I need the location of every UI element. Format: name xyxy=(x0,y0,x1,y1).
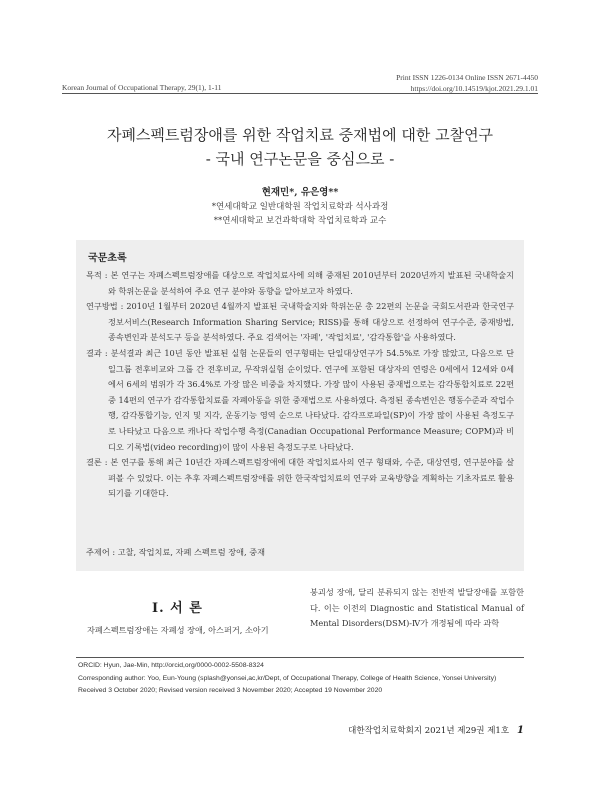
abstract-conclusion-text: 본 연구를 통해 최근 10년간 자폐스펙트럼장애에 대한 작업치료사의 연구 형태와, 수준, 대상연령, 연구분야를 살펴볼 수 있었다. 이는 추후 자폐스펙트럼장애를 위한 한국작업치료의 연구와 교육방향을 계획하는 기초자료로 활용되기를 기대한다. xyxy=(108,457,514,499)
affiliation-1: *연세대학교 일반대학원 작업치료학과 석사과정 xyxy=(211,202,389,212)
doi-line[interactable]: https://doi.org/10.14519/kjot.2021.29.1.01 xyxy=(410,84,538,93)
orcid-note: ORCID: Hyun, Jae-Min, http://orcid,org/0000-0002-5508-8324 xyxy=(78,662,264,669)
page-number: 1 xyxy=(517,725,524,736)
abstract-methods-label: 연구방법 : xyxy=(86,301,127,312)
keywords: 주제어 : 고찰, 작업치료, 자폐 스펙트럼 장애, 중재 xyxy=(86,547,266,557)
corresponding-author-note: Corresponding author: Yoo, Eun-Young (splash@yonsei,ac,kr/Dept, of Occupational Therapy, College of Health Science, Yonsei University) xyxy=(78,674,497,682)
affiliation-2: **연세대학교 보건과학대학 작업치료학과 교수 xyxy=(213,216,387,226)
abstract-purpose xyxy=(86,268,514,299)
intro-right-paragraph: 붕괴성 장애, 달리 분류되지 않는 전반적 발달장애를 포함한다. 이는 이전의 Diagnostic and Statistical Manual of Mental Disorders(DSM)-Ⅳ가 개정됨에 따라 과학 xyxy=(310,587,524,629)
header-divider xyxy=(62,93,538,94)
footnotes xyxy=(78,660,528,698)
footnote-divider xyxy=(76,657,524,658)
abstract-results-label: 결과 : xyxy=(86,347,111,358)
abstract-conclusion-label: 결론 : xyxy=(86,457,111,468)
received-dates-note: Received 3 October 2020; Revised version received 3 November 2020; Accepted 19 November 2020 xyxy=(78,687,383,694)
paper-title: 자폐스펙트럼장애를 위한 작업치료 중재법에 대한 고찰연구 xyxy=(106,126,494,144)
abstract-methods-text: 2010년 1월부터 2020년 4월까지 발표된 국내학술지와 학위논문 총 22편의 논문을 국회도서관과 한국연구정보서비스(Research Information Sharing Service; RISS)를 통해 대상으로 선정하여 연구수준, 중재방법, 종속변인과 분석도구 등을 분석하였다. 주요 검색어는 '자폐', '작업치료', '감각통합'을 사용하였다. xyxy=(108,301,514,343)
abstract-heading: 국문초록 xyxy=(88,253,127,264)
abstract-methods xyxy=(86,299,514,346)
page-footer xyxy=(348,724,524,736)
footer-journal: 대한작업치료학회지 2021년 제29권 제1호 xyxy=(348,726,510,736)
author-list: 현재민*, 유은영** xyxy=(261,187,339,198)
intro-left-column: 자폐스펙트럼장애는 자폐성 장애, 아스퍼거, 소아기 xyxy=(87,625,269,635)
abstract-purpose-label: 목적 : xyxy=(86,270,111,280)
paper-subtitle: - 국내 연구논문을 중심으로 - xyxy=(205,150,395,168)
journal-citation: Korean Journal of Occupational Therapy, 29(1), 1-11 xyxy=(62,83,222,92)
section-heading-introduction: Ⅰ. 서 론 xyxy=(152,601,203,616)
abstract-results-text: 분석결과 최근 10년 동안 발표된 실험 논문들의 연구형태는 단일대상연구가 54.5%로 가장 많았고, 다음으로 단일그룹 전후비교와 그룹 간 전후비교, 무작위실험 순이었다. 연구에 포함된 대상자의 연령은 0세에서 12세와 0세에서 6세의 범위가 각 36.4%로 가장 많은 비중을 차지했다. 가장 많이 사용된 중재법으로는 감각통합치료로 22편중 14편의 연구가 감각통합치료를 자폐아동을 위한 중재법으로 사용하였다. 측정된 종속변인은 행동수준과 작업수행, 감각통합기능, 인지 및 지각, 운동기능 영역 순으로 나타났다. 감각프로파일(SP)이 가장 많이 사용된 측정도구로 나타났고 다음으로 캐나다 작업수행 측정(Canadian Occupational Performance Measure; COPM)과 비디오 기록법(video recording)이 많이 사용된 측정도구로 나타났다. xyxy=(108,347,514,452)
abstract-body xyxy=(86,268,514,502)
abstract-results xyxy=(86,346,514,455)
abstract-conclusion xyxy=(86,455,514,502)
intro-right-column xyxy=(310,585,524,632)
issn-doi-block xyxy=(396,72,538,94)
abstract-purpose-text: 본 연구는 자폐스펙트럼장애를 대상으로 작업치료사에 의해 중재된 2010년부터 2020년까지 발표된 국내학술지와 학위논문을 분석하여 주요 연구 분야와 동향을 알아보고자 하였다. xyxy=(108,270,514,296)
issn-line: Print ISSN 1226-0134 Online ISSN 2671-4450 xyxy=(396,73,538,82)
